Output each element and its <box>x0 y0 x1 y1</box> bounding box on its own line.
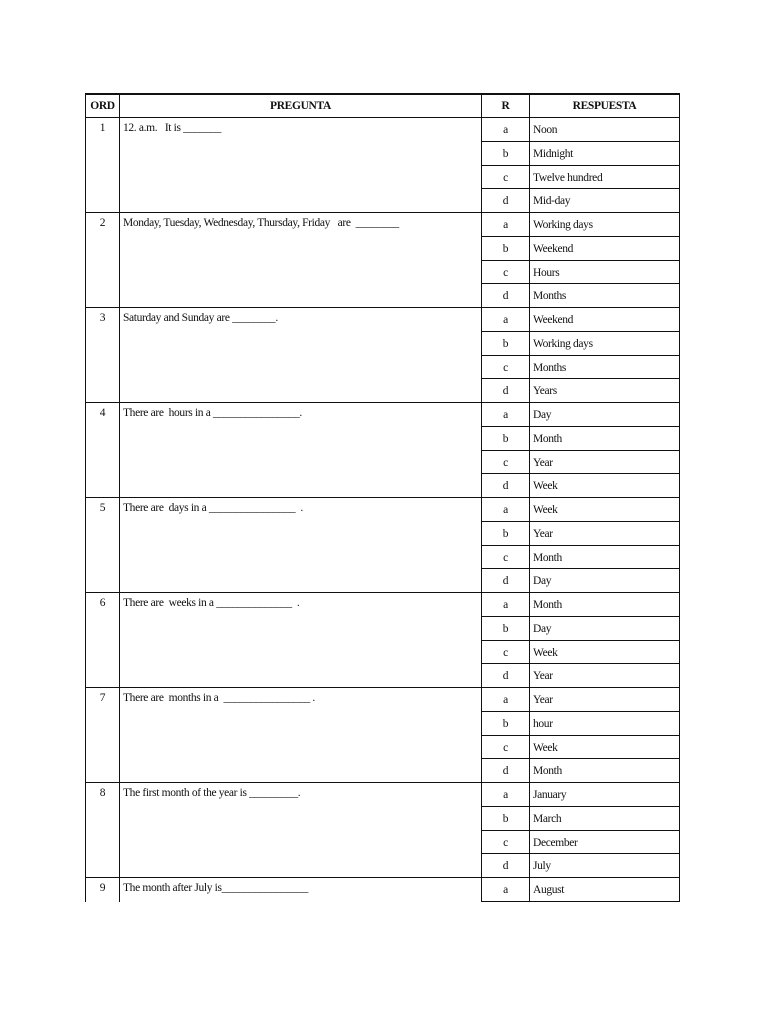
option-row <box>482 284 679 307</box>
option-letter: b <box>482 617 530 640</box>
question-text: There are weeks in a ______________ . <box>120 593 482 687</box>
option-row <box>482 474 679 497</box>
option-row <box>482 831 679 855</box>
option-row <box>482 546 679 570</box>
option-text: January <box>533 789 567 801</box>
options-list <box>482 498 679 592</box>
option-row <box>482 688 679 712</box>
option-text: Week <box>533 504 558 516</box>
option-text: Weekend <box>533 242 574 255</box>
option-row <box>482 854 679 877</box>
option-text: Noon <box>533 124 558 136</box>
option-letter: a <box>482 878 530 901</box>
option-letter: a <box>482 783 530 806</box>
option-letter: a <box>482 498 530 521</box>
option-row <box>482 118 679 142</box>
option-letter: c <box>482 356 530 379</box>
option-row <box>482 617 679 641</box>
option-text: Week <box>533 741 558 754</box>
option-row <box>482 427 679 451</box>
option-text: Year <box>533 694 553 706</box>
option-letter: c <box>482 831 530 854</box>
option-text: Day <box>533 409 552 421</box>
option-letter: a <box>482 688 530 711</box>
option-text: Month <box>533 599 562 611</box>
question-text: Saturday and Sunday are ________. <box>120 308 482 402</box>
option-text: Year <box>533 670 553 683</box>
option-text: December <box>533 836 578 849</box>
option-letter: d <box>482 759 530 782</box>
option-letter: a <box>482 213 530 236</box>
question-row <box>86 118 679 213</box>
option-row <box>482 498 679 522</box>
option-letter: a <box>482 308 530 331</box>
option-row <box>482 878 679 901</box>
question-text: The first month of the year is _________. <box>120 783 482 877</box>
option-text: Months <box>533 361 567 374</box>
option-letter: c <box>482 641 530 664</box>
question-number: 4 <box>86 403 120 497</box>
quiz-table <box>85 93 680 902</box>
options-list <box>482 403 679 497</box>
option-row <box>482 593 679 617</box>
header-ord: ORD <box>86 95 120 117</box>
option-text: Years <box>533 385 557 398</box>
option-row <box>482 142 679 166</box>
option-row <box>482 213 679 237</box>
option-text: Midnight <box>533 147 574 160</box>
option-text: Month <box>533 432 562 445</box>
header-r: R <box>482 95 530 117</box>
question-text: Monday, Tuesday, Wednesday, Thursday, Friday are ________ <box>120 213 482 307</box>
options-list <box>482 308 679 402</box>
option-row <box>482 379 679 402</box>
option-text: Week <box>533 480 558 493</box>
options-list <box>482 878 679 902</box>
option-row <box>482 664 679 687</box>
option-row <box>482 641 679 665</box>
options-list <box>482 213 679 307</box>
option-row <box>482 712 679 736</box>
option-letter: c <box>482 261 530 284</box>
option-row <box>482 451 679 475</box>
question-text: There are months in a ________________ . <box>120 688 482 782</box>
question-row <box>86 213 679 308</box>
option-row <box>482 356 679 380</box>
option-text: Weekend <box>533 314 574 326</box>
option-text: Year <box>533 527 553 540</box>
option-letter: b <box>482 522 530 545</box>
option-letter: c <box>482 166 530 189</box>
option-letter: b <box>482 807 530 830</box>
question-text: There are hours in a ________________. <box>120 403 482 497</box>
option-text: Working days <box>533 219 593 231</box>
question-number: 8 <box>86 783 120 877</box>
question-row <box>86 403 679 498</box>
option-row <box>482 759 679 782</box>
option-row <box>482 807 679 831</box>
option-text: Day <box>533 575 552 588</box>
option-letter: d <box>482 284 530 307</box>
options-list <box>482 783 679 877</box>
option-text: Working days <box>533 337 593 350</box>
options-list <box>482 118 679 212</box>
option-letter: d <box>482 379 530 402</box>
question-row <box>86 688 679 783</box>
question-number: 7 <box>86 688 120 782</box>
question-text: The month after July is________________ <box>120 878 482 902</box>
option-text: Week <box>533 646 558 659</box>
header-pregunta: PREGUNTA <box>120 95 482 117</box>
option-text: Hours <box>533 266 560 279</box>
question-number: 3 <box>86 308 120 402</box>
options-list <box>482 593 679 687</box>
option-row <box>482 403 679 427</box>
question-number: 1 <box>86 118 120 212</box>
option-letter: d <box>482 854 530 877</box>
option-text: July <box>533 860 551 873</box>
header-respuesta: RESPUESTA <box>572 100 637 112</box>
option-row <box>482 736 679 760</box>
option-letter: a <box>482 593 530 616</box>
option-row <box>482 522 679 546</box>
option-row <box>482 237 679 261</box>
option-row <box>482 261 679 285</box>
options-list <box>482 688 679 782</box>
option-letter: b <box>482 332 530 355</box>
option-row <box>482 189 679 212</box>
question-number: 2 <box>86 213 120 307</box>
question-row <box>86 593 679 688</box>
question-number: 6 <box>86 593 120 687</box>
option-text: Day <box>533 622 552 635</box>
option-text: Mid-day <box>533 195 571 208</box>
question-row <box>86 498 679 593</box>
question-text: 12. a.m. It is _______ <box>120 118 482 212</box>
option-row <box>482 332 679 356</box>
table-header-row <box>86 95 679 118</box>
option-text: Twelve hundred <box>533 171 603 184</box>
option-letter: d <box>482 189 530 212</box>
question-number: 5 <box>86 498 120 592</box>
option-text: Year <box>533 456 553 469</box>
option-letter: c <box>482 736 530 759</box>
question-text: There are days in a ________________ . <box>120 498 482 592</box>
option-text: Month <box>533 551 562 564</box>
option-letter: d <box>482 664 530 687</box>
question-row <box>86 308 679 403</box>
option-row <box>482 308 679 332</box>
question-row <box>86 783 679 878</box>
option-letter: b <box>482 237 530 260</box>
option-letter: b <box>482 712 530 735</box>
option-letter: b <box>482 142 530 165</box>
question-row <box>86 878 679 902</box>
option-row <box>482 569 679 592</box>
option-text: August <box>533 884 565 896</box>
option-letter: a <box>482 403 530 426</box>
option-letter: a <box>482 118 530 141</box>
option-text: Month <box>533 765 562 778</box>
option-text: hour <box>533 717 553 730</box>
option-letter: d <box>482 474 530 497</box>
option-row <box>482 783 679 807</box>
question-number: 9 <box>86 878 120 902</box>
option-letter: b <box>482 427 530 450</box>
option-row <box>482 166 679 190</box>
option-text: Months <box>533 290 567 303</box>
option-letter: c <box>482 546 530 569</box>
option-letter: c <box>482 451 530 474</box>
option-text: March <box>533 812 562 825</box>
option-letter: d <box>482 569 530 592</box>
